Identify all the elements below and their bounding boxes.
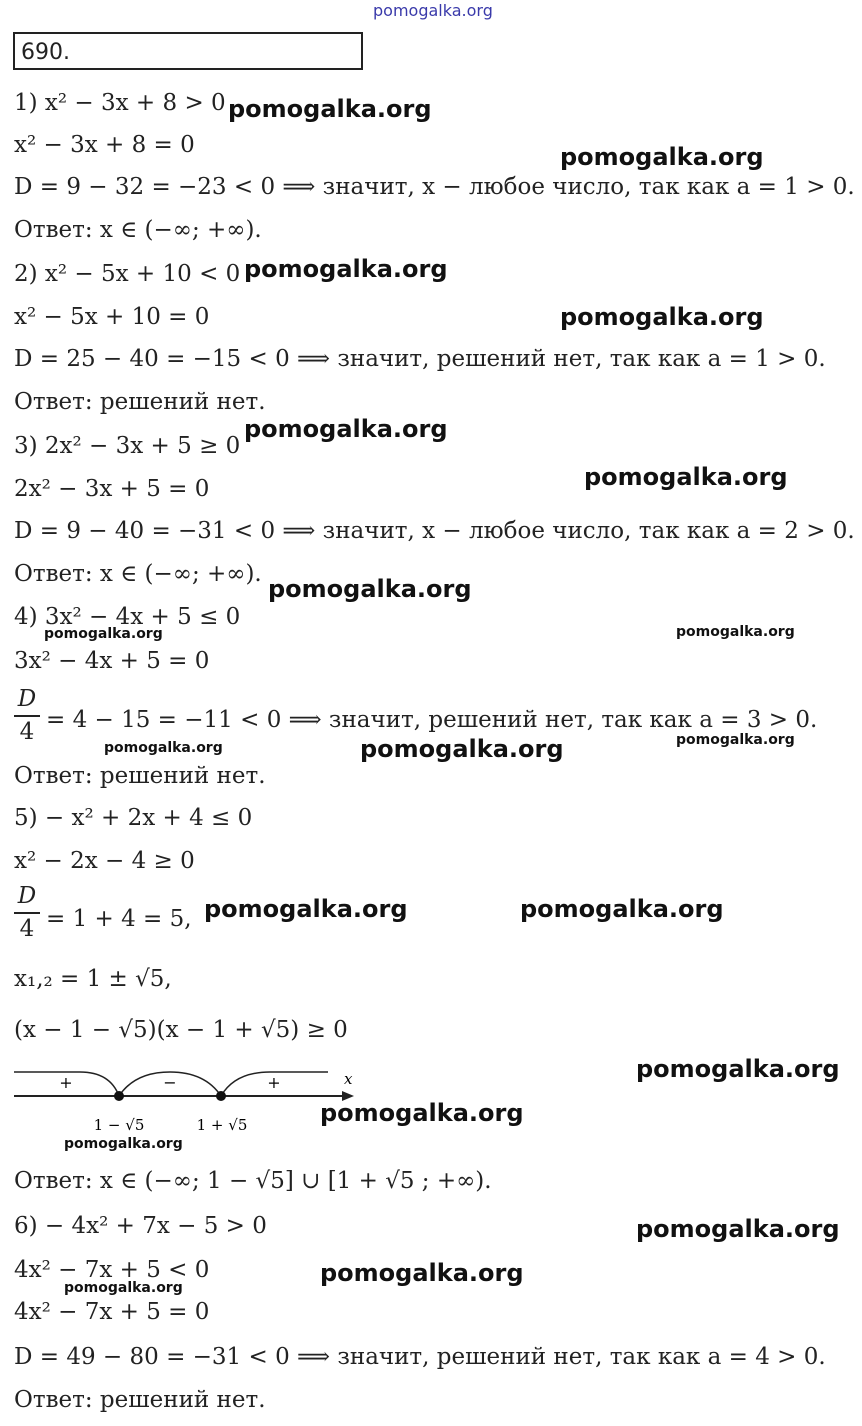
p4-head: 4) 3x² − 4x + 5 ≤ 0 — [14, 604, 241, 630]
sign-middle: − — [163, 1073, 177, 1092]
fraction-bar — [14, 715, 40, 717]
axis-label: x — [344, 1070, 353, 1088]
watermark-top: pomogalka.org — [373, 1, 493, 20]
p5-answer: Ответ: x ∈ (−∞; 1 − √5] ∪ [1 + √5 ; +∞). — [14, 1168, 492, 1194]
p6-inequality: 4x² − 7x + 5 < 0 — [14, 1257, 210, 1283]
p4-answer: Ответ: решений нет. — [14, 763, 266, 789]
p6-head: 6) − 4x² + 7x − 5 > 0 — [14, 1213, 267, 1239]
watermark: pomogalka.org — [44, 626, 163, 642]
p4-fraction — [14, 688, 40, 744]
p2-answer: Ответ: решений нет. — [14, 389, 266, 415]
fraction-num: D — [17, 883, 37, 909]
fraction-den: 4 — [19, 915, 35, 942]
problem-number-box — [13, 32, 363, 70]
watermark: pomogalka.org — [636, 1055, 840, 1083]
p3-head: 3) 2x² − 3x + 5 ≥ 0 — [14, 433, 241, 459]
watermark: pomogalka.org — [676, 732, 795, 748]
fraction-den: 4 — [19, 718, 35, 745]
watermark: pomogalka.org — [676, 624, 795, 640]
watermark: pomogalka.org — [64, 1280, 183, 1296]
p6-answer: Ответ: решений нет. — [14, 1387, 266, 1413]
p3-discriminant: D = 9 − 40 = −31 < 0 ⟹ значит, x − любое число, так как a = 2 > 0. — [14, 518, 855, 544]
fraction-bar — [14, 912, 40, 914]
watermark: pomogalka.org — [560, 303, 764, 331]
watermark: pomogalka.org — [204, 895, 408, 923]
p5-factored: (x − 1 − √5)(x − 1 + √5) ≥ 0 — [14, 1017, 348, 1043]
watermark: pomogalka.org — [244, 415, 448, 443]
sign-right: + — [267, 1073, 281, 1092]
fraction-num: D — [17, 686, 37, 712]
p4-discriminant: = 4 − 15 = −11 < 0 ⟹ значит, решений нет, так как a = 3 > 0. — [46, 707, 818, 733]
watermark: pomogalka.org — [244, 255, 448, 283]
watermark: pomogalka.org — [560, 143, 764, 171]
watermark: pomogalka.org — [584, 463, 788, 491]
problem-number: 690. — [21, 40, 70, 65]
p6-discriminant: D = 49 − 80 = −31 < 0 ⟹ значит, решений нет, так как a = 4 > 0. — [14, 1344, 826, 1370]
point-right — [216, 1091, 226, 1101]
watermark: pomogalka.org — [636, 1215, 840, 1243]
p6-equation: 4x² − 7x + 5 = 0 — [14, 1299, 210, 1325]
point-left — [114, 1091, 124, 1101]
p4-equation: 3x² − 4x + 5 = 0 — [14, 648, 210, 674]
point-label-right: 1 + √5 — [196, 1116, 248, 1134]
p5-discriminant: = 1 + 4 = 5, — [46, 906, 192, 932]
point-label-left: 1 − √5 — [93, 1116, 145, 1134]
p5-roots: x₁,₂ = 1 ± √5, — [14, 966, 172, 992]
p1-answer: Ответ: x ∈ (−∞; +∞). — [14, 217, 262, 243]
p5-inequality: x² − 2x − 4 ≥ 0 — [14, 848, 195, 874]
p3-answer: Ответ: x ∈ (−∞; +∞). — [14, 561, 262, 587]
watermark: pomogalka.org — [228, 95, 432, 123]
p2-head: 2) x² − 5x + 10 < 0 — [14, 261, 241, 287]
p1-equation: x² − 3x + 8 = 0 — [14, 132, 195, 158]
p5-head: 5) − x² + 2x + 4 ≤ 0 — [14, 805, 253, 831]
number-line — [10, 1066, 370, 1138]
watermark: pomogalka.org — [320, 1259, 524, 1287]
watermark: pomogalka.org — [64, 1136, 183, 1152]
watermark: pomogalka.org — [520, 895, 724, 923]
left-arc — [80, 1072, 119, 1096]
p2-discriminant: D = 25 − 40 = −15 < 0 ⟹ значит, решений нет, так как a = 1 > 0. — [14, 346, 826, 372]
p2-equation: x² − 5x + 10 = 0 — [14, 304, 210, 330]
sign-left: + — [59, 1073, 73, 1092]
p1-discriminant: D = 9 − 32 = −23 < 0 ⟹ значит, x − любое число, так как a = 1 > 0. — [14, 174, 855, 200]
p1-head: 1) x² − 3x + 8 > 0 — [14, 90, 226, 116]
watermark: pomogalka.org — [320, 1099, 524, 1127]
watermark: pomogalka.org — [104, 740, 223, 756]
p3-equation: 2x² − 3x + 5 = 0 — [14, 476, 210, 502]
watermark: pomogalka.org — [360, 735, 564, 763]
p5-fraction — [14, 885, 40, 941]
watermark: pomogalka.org — [268, 575, 472, 603]
